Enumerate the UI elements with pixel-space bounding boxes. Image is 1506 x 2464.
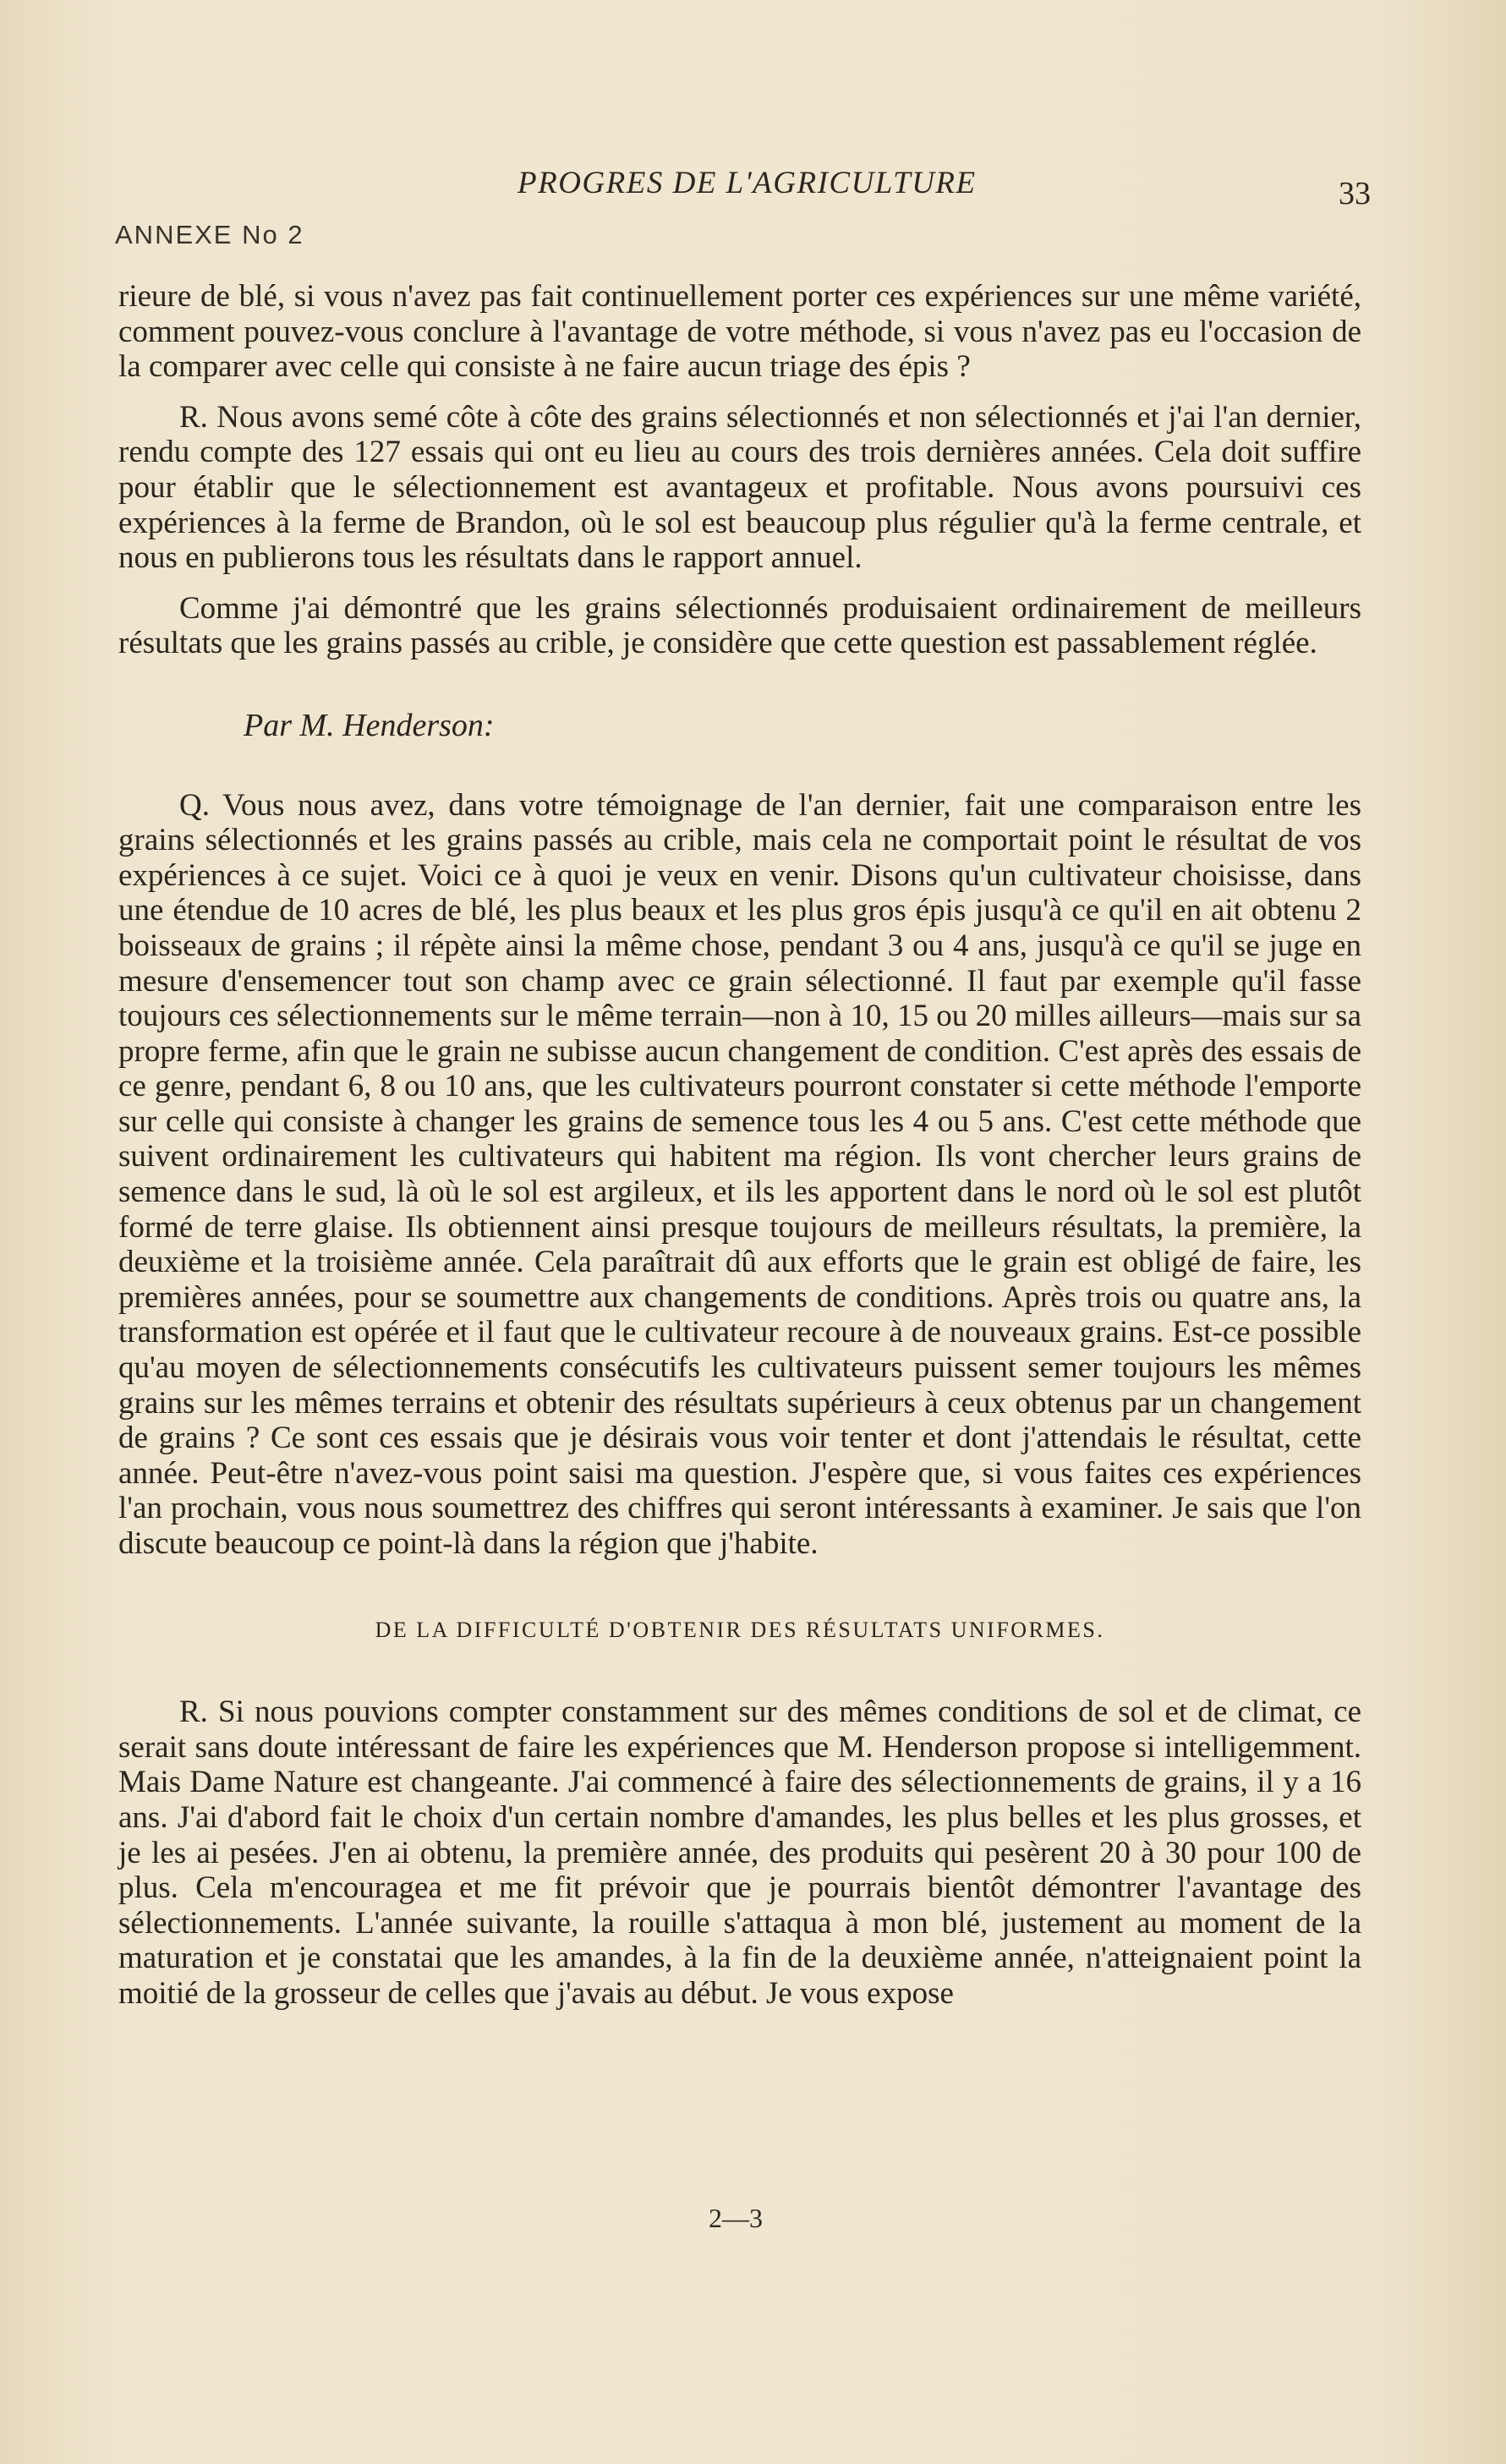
paragraph-question-continuation: rieure de blé, si vous n'avez pas fait continuellement porter ces expériences sur une même variété, comment pouvez-vous conclure à l'avantage de votre méthode, si vous n'avez pas eu l'occasion de la comparer avec celle qui consiste à ne faire aucun triage des épis ? (118, 279, 1361, 385)
paragraph-question-henderson: Q. Vous nous avez, dans votre témoignage de l'an dernier, fait une comparaison entre les grains sélectionnés et les grains passés au crible, mais cela ne comportait point le résultat de vos expériences à ce sujet. Voici ce à quoi je veux en venir. Disons qu'un cultivateur choisisse, dans une étendue de 10 acres de blé, les plus beaux et les plus gros épis jusqu'à ce qu'il en ait obtenu 2 boisseaux de grains ; il répète ainsi la même chose, pendant 3 ou 4 ans, jusqu'à ce qu'il se juge en mesure d'ensemencer tout son champ avec ce grain sélectionné. Il faut par exemple qu'il fasse toujours ces sélectionnements sur le même terrain—non à 10, 15 ou 20 milles ailleurs—mais sur sa propre ferme, afin que le grain ne subisse aucun changement de condition. C'est après des essais de ce genre, pendant 6, 8 ou 10 ans, que les cultivateurs pourront constater si cette méthode l'emporte sur celle qui consiste à changer les grains de semence tous les 4 ou 5 ans. C'est cette méthode que suivent ordinairement les cultivateurs qui habitent ma région. Ils vont chercher leurs grains de semence dans le sud, là où le sol est argileux, et ils les apportent dans le nord où le sol est plutôt formé de terre glaise. Ils obtiennent ainsi presque toujours de meilleurs résultats, la première, la deuxième et la troisième année. Cela paraîtrait dû aux efforts que le grain est obligé de faire, les premières années, pour se soumettre aux changements de conditions. Après trois ou quatre ans, la transformation est opérée et il faut que le cultivateur recoure à de nouveaux grains. Est-ce possible qu'au moyen de sélectionnements consécutifs les cultivateurs puissent semer toujours les mêmes grains sur les mêmes terrains et obtenir des résultats supérieurs à ceux obtenus par un changement de grains ? Ce sont ces essais que je désirais vous voir tenter et dont j'attendais le résultat, cette année. Peut-être n'avez-vous point saisi ma question. J'espère que, si vous faites ces expériences l'an prochain, vous nous soumettrez des chiffres qui seront intéressants à examiner. Je sais que l'on discute beaucoup ce point-là dans la région que j'habite. (118, 787, 1361, 1561)
body-text (118, 279, 1361, 2012)
paragraph-answer-1: R. Nous avons semé côte à côte des grains sélectionnés et non sélectionnés et j'ai l'an dernier, rendu compte des 127 essais qui ont eu lieu au cours des trois dernières années. Cela doit suffire pour établir que le sélectionnement est avantageux et profitable. Nous avons poursuivi ces expériences à la ferme de Brandon, où le sol est beaucoup plus régulier qu'à la ferme centrale, et nous en publierons tous les résultats dans le rapport annuel. (118, 399, 1361, 576)
signature-mark: 2—3 (709, 2203, 763, 2233)
page-number: 33 (1339, 176, 1371, 211)
speaker-label: Par M. Henderson: (244, 707, 495, 743)
section-heading: DE LA DIFFICULTÉ D'OBTENIR DES RÉSULTATS UNIFORMES. (375, 1617, 1105, 1642)
paragraph-answer-2: Comme j'ai démontré que les grains sélectionnés produisaient ordinairement de meilleurs résultats que les grains passés au crible, je considère que cette question est passablement réglée. (118, 590, 1361, 661)
running-head: PROGRES DE L'AGRICULTURE (518, 166, 977, 200)
annex-label: ANNEXE No 2 (115, 220, 304, 249)
paragraph-answer-3: R. Si nous pouvions compter constamment sur des mêmes conditions de sol et de climat, ce serait sans doute intéressant de faire les expériences que M. Henderson propose si intelligemment. Mais Dame Nature est changeante. J'ai commencé à faire des sélectionnements de grains, il y a 16 ans. J'ai d'abord fait le choix d'un certain nombre d'amandes, les plus belles et les plus grosses, et je les ai pesées. J'en ai obtenu, la première année, des produits qui pesèrent 20 à 30 pour 100 de plus. Cela m'encouragea et me fit prévoir que je pourrais bientôt démontrer l'avantage des sélectionnements. L'année suivante, la rouille s'attaqua à mon blé, justement au moment de la maturation et je constatai que les amandes, à la fin de la deuxième année, n'atteignaient point la moitié de la grosseur de celles que j'avais au début. Je vous expose (118, 1695, 1361, 2011)
